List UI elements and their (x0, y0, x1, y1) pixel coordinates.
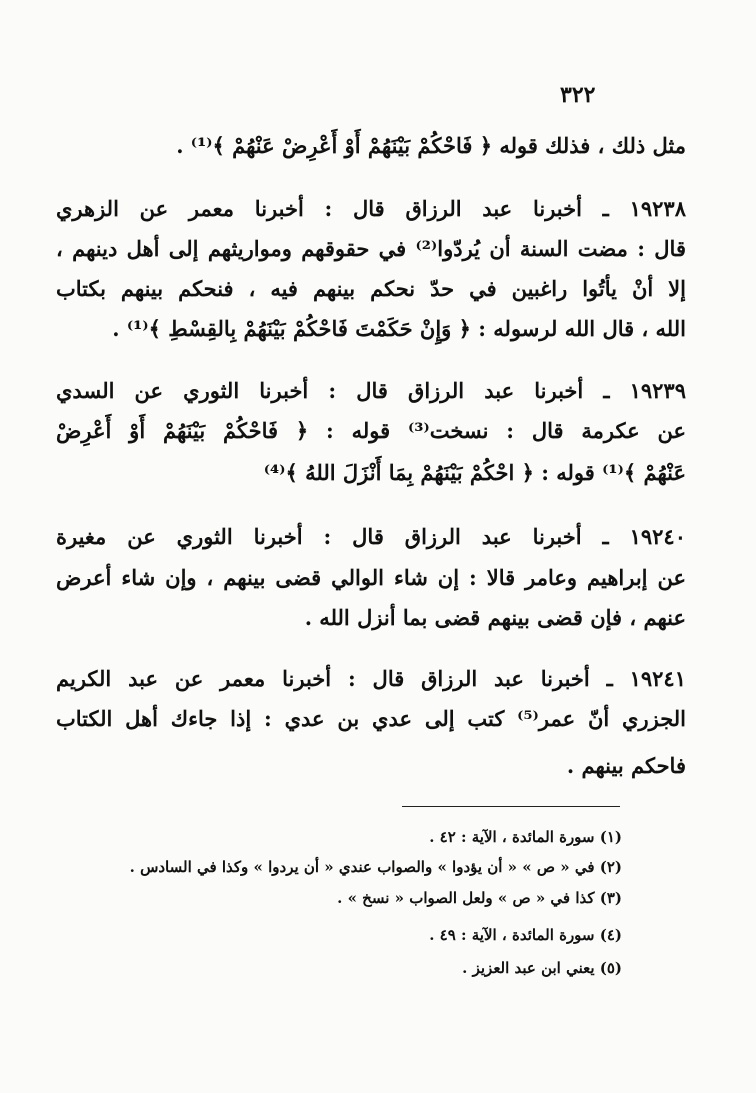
text-line-1: مثل ذلك ، فذلك قوله ﴿ فَاحْكُمْ بَيْنَهُمْ أَوْ أَعْرِضْ عَنْهُمْ ﴾⁽¹⁾ . (176, 133, 686, 158)
text-line-14: فاحكم بينهم . (566, 753, 686, 778)
footnote-separator (402, 806, 620, 807)
text-line-11: عنهم ، فإن قضى بينهم قضى بما أنزل الله . (304, 605, 686, 630)
footnote-5: (٥) يعني ابن عبد العزيز . (462, 959, 622, 977)
text-line-7: عن عكرمة قال : نسخت⁽³⁾ قوله : ﴿ فَاحْكُمْ بَيْنَهُمْ أَوْ أَعْرِضْ (56, 418, 686, 443)
text-line-12: ١٩٢٤١ ـ أخبرنا عبد الرزاق قال : أخبرنا معمر عن عبد الكريم (56, 666, 686, 691)
text-line-5: الله ، قال الله لرسوله : ﴿ وَإِنْ حَكَمْتَ فَاحْكُمْ بَيْنَهُمْ بِالقِسْطِ ﴾⁽¹⁾ . (112, 316, 686, 341)
text-line-4: إلا أنْ يأتُوا راغبين في حدّ نحكم بينهم فيه ، فنحكم بينهم بكتاب (56, 276, 686, 301)
footnote-4: (٤) سورة المائدة ، الآية : ٤٩ . (429, 926, 622, 944)
footnote-2: (٢) في « ص » « أن يؤدوا » والصواب عندي « أن يردوا » وكذا في السادس . (129, 858, 622, 876)
footnote-1: (١) سورة المائدة ، الآية : ٤٢ . (429, 828, 622, 846)
text-line-13: الجزري أنّ عمر⁽⁵⁾ كتب إلى عدي بن عدي : إذا جاءك أهل الكتاب (56, 706, 686, 731)
text-line-3: قال : مضت السنة أن يُردّوا⁽²⁾ في حقوقهم ومواريثهم إلى أهل دينهم ، (56, 236, 686, 261)
text-line-8: عَنْهُمْ ﴾⁽¹⁾ قوله : ﴿ احْكُمْ بَيْنَهُمْ بِمَا أَنْزَلَ اللهُ ﴾⁽⁴⁾ (263, 460, 686, 485)
text-line-10: عن إبراهيم وعامر قالا : إن شاء الوالي قضى بينهم ، وإن شاء أعرض (56, 565, 686, 590)
page-number: ٣٢٢ (560, 82, 596, 108)
footnote-3: (٣) كذا في « ص » ولعل الصواب « نسخ » . (337, 889, 622, 907)
text-line-6: ١٩٢٣٩ ـ أخبرنا عبد الرزاق قال : أخبرنا الثوري عن السدي (56, 378, 686, 403)
text-line-2: ١٩٢٣٨ ـ أخبرنا عبد الرزاق قال : أخبرنا معمر عن الزهري (56, 196, 686, 221)
text-line-9: ١٩٢٤٠ ـ أخبرنا عبد الرزاق قال : أخبرنا الثوري عن مغيرة (56, 524, 686, 549)
